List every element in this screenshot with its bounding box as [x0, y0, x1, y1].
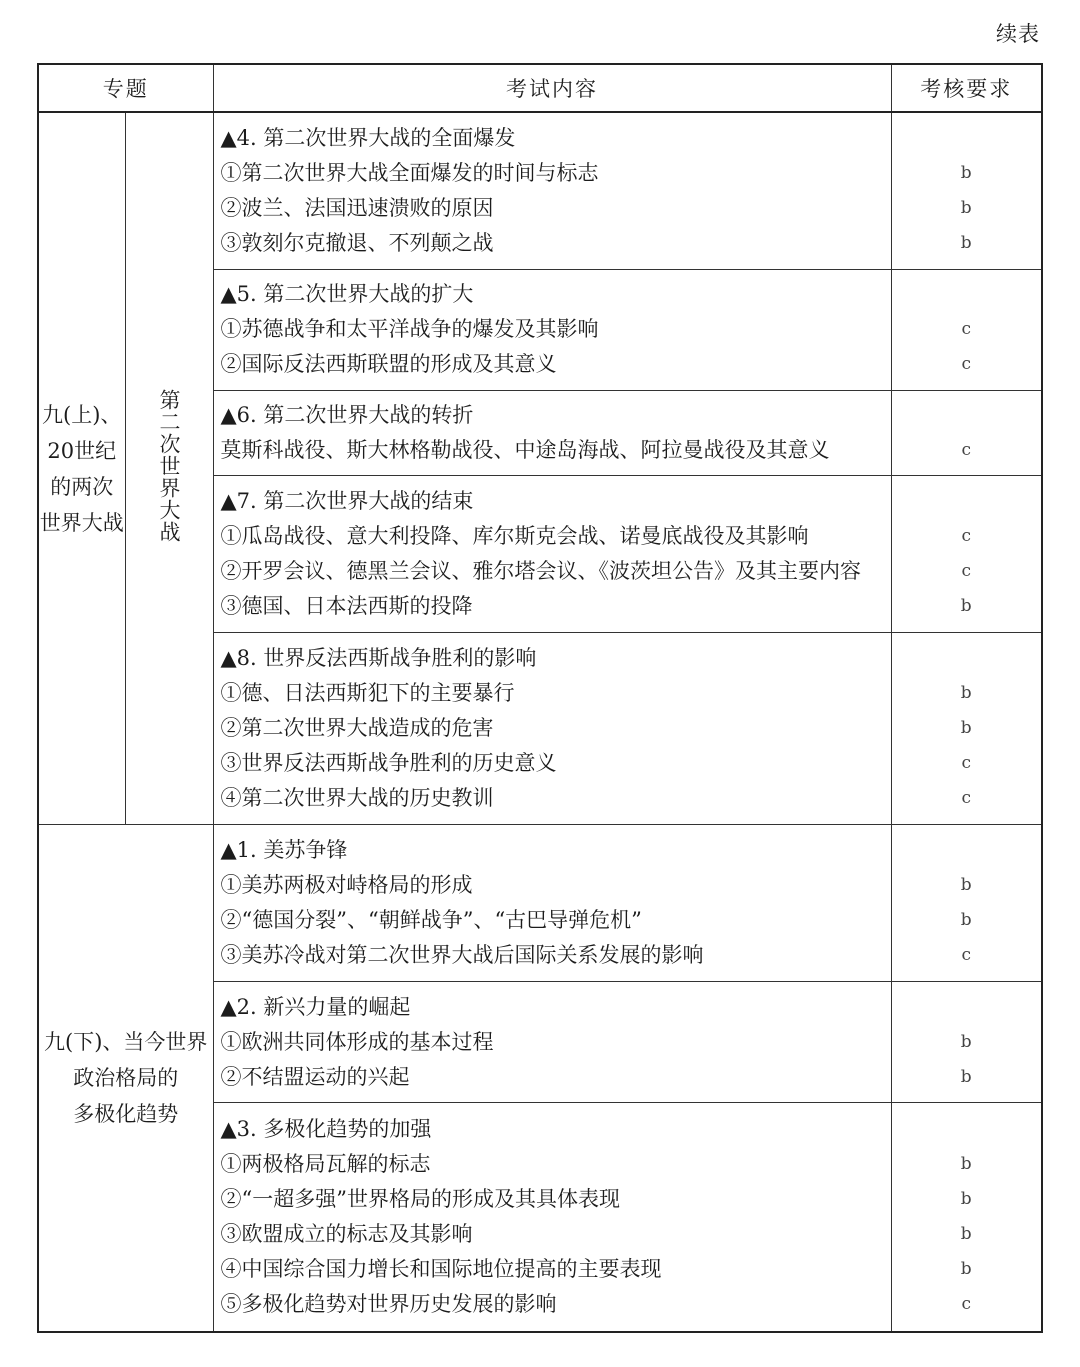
topic-line: 20世纪: [47, 438, 117, 463]
requirement-level: b: [960, 910, 972, 931]
content-cell: [213, 825, 891, 982]
subtopic-cell: [125, 112, 213, 825]
content-item: ③欧盟成立的标志及其影响: [220, 1222, 473, 1247]
content-item: ②开罗会议、德黑兰会议、雅尔塔会议、《波茨坦公告》及其主要内容: [220, 558, 861, 583]
content-item: ②“一超多强”世界格局的形成及其具体表现: [220, 1187, 620, 1212]
content-cell: [213, 1103, 891, 1332]
content-item: ②不结盟运动的兴起: [220, 1064, 410, 1089]
requirement-level: b: [960, 718, 972, 739]
content-item: ⑤多极化趋势对世界历史发展的影响: [220, 1292, 557, 1317]
requirement-spacer: [892, 1112, 1042, 1147]
requirement-level: c: [961, 439, 972, 460]
continued-label: 续表: [996, 22, 1040, 46]
section-title: ▲6. 第二次世界大战的转折: [220, 402, 474, 427]
content-item: ①德、日法西斯犯下的主要暴行: [220, 681, 515, 706]
section-title: ▲1. 美苏争锋: [220, 838, 348, 863]
content-item: ②第二次世界大战造成的危害: [220, 716, 494, 741]
requirement-level: c: [961, 788, 972, 809]
content-item: ④中国综合国力增长和国际地位提高的主要表现: [220, 1257, 662, 1282]
content-item: ③德国、日本法西斯的投降: [220, 593, 473, 618]
requirement-level: b: [960, 1066, 972, 1087]
requirement-spacer: [892, 990, 1042, 1025]
content-cell: [213, 632, 891, 825]
content-item: ②国际反法西斯联盟的形成及其意义: [220, 352, 557, 377]
topic-line: 多极化趋势: [73, 1102, 179, 1127]
requirement-cell: [891, 982, 1042, 1103]
section-title: ▲2. 新兴力量的崛起: [220, 994, 411, 1019]
content-item: ②“德国分裂”、“朝鲜战争”、“古巴导弹危机”: [220, 908, 642, 933]
content-item: ①苏德战争和太平洋战争的爆发及其影响: [220, 317, 599, 342]
requirement-level: c: [961, 525, 972, 546]
content-cell: [213, 982, 891, 1103]
section-row: [38, 112, 1042, 269]
section-title: ▲3. 多极化趋势的加强: [220, 1117, 432, 1142]
header-topic: 专题: [38, 64, 213, 112]
topic-cell: [38, 112, 125, 825]
requirement-level: c: [961, 1294, 972, 1315]
section-row: [38, 825, 1042, 982]
content-item: ①瓜岛战役、意大利投降、库尔斯克会战、诺曼底战役及其影响: [220, 523, 809, 548]
requirement-spacer: [892, 641, 1042, 676]
requirement-cell: [891, 112, 1042, 269]
requirement-cell: [891, 390, 1042, 475]
content-item: ③敦刻尔克撤退、不列颠之战: [220, 230, 494, 255]
section-title: ▲5. 第二次世界大战的扩大: [220, 282, 474, 307]
requirement-cell: [891, 1103, 1042, 1332]
topic-line: 世界大战: [39, 510, 124, 535]
table-header-row: [38, 64, 1042, 112]
content-item: ①两极格局瓦解的标志: [220, 1152, 431, 1177]
header-content: 考试内容: [213, 64, 891, 112]
requirement-spacer: [892, 398, 1042, 433]
topic-line: 九(下)、当今世界: [44, 1030, 208, 1055]
header-requirement: 考核要求: [891, 64, 1042, 112]
requirement-level: c: [961, 319, 972, 340]
requirement-level: b: [960, 1224, 972, 1245]
requirement-level: b: [960, 197, 972, 218]
requirement-level: b: [960, 875, 972, 896]
requirement-level: c: [961, 945, 972, 966]
requirement-level: c: [961, 560, 972, 581]
requirement-cell: [891, 825, 1042, 982]
requirement-spacer: [892, 484, 1042, 519]
content-item: ②波兰、法国迅速溃败的原因: [220, 195, 494, 220]
requirement-level: b: [960, 232, 972, 253]
content-cell: [213, 475, 891, 632]
topic-line: 政治格局的: [73, 1066, 179, 1091]
content-item: ①第二次世界大战全面爆发的时间与标志: [220, 160, 599, 185]
requirement-level: b: [960, 595, 972, 616]
subtopic-label: 第二次世界大战: [157, 389, 181, 544]
requirement-level: b: [960, 162, 972, 183]
requirement-level: b: [960, 1189, 972, 1210]
requirement-level: c: [961, 354, 972, 375]
section-title: ▲7. 第二次世界大战的结束: [220, 488, 474, 513]
exam-content-table: [37, 63, 1043, 1333]
content-item: ①欧洲共同体形成的基本过程: [220, 1029, 494, 1054]
content-item: ①美苏两极对峙格局的形成: [220, 873, 473, 898]
requirement-cell: [891, 632, 1042, 825]
content-item: ③美苏冷战对第二次世界大战后国际关系发展的影响: [220, 943, 704, 968]
content-item: 莫斯科战役、斯大林格勒战役、中途岛海战、阿拉曼战役及其意义: [220, 437, 830, 462]
topic-line: 九(上)、: [42, 402, 122, 427]
content-item: ③世界反法西斯战争胜利的历史意义: [220, 751, 557, 776]
requirement-level: c: [961, 753, 972, 774]
requirement-spacer: [892, 277, 1042, 312]
requirement-level: b: [960, 1154, 972, 1175]
requirement-level: b: [960, 683, 972, 704]
content-item: ④第二次世界大战的历史教训: [220, 786, 494, 811]
requirement-cell: [891, 269, 1042, 390]
requirement-level: b: [960, 1031, 972, 1052]
requirement-spacer: [892, 833, 1042, 868]
requirement-spacer: [892, 121, 1042, 156]
content-cell: [213, 269, 891, 390]
content-cell: [213, 390, 891, 475]
requirement-level: b: [960, 1259, 972, 1280]
content-cell: [213, 112, 891, 269]
requirement-cell: [891, 475, 1042, 632]
section-title: ▲8. 世界反法西斯战争胜利的影响: [220, 646, 537, 671]
section-title: ▲4. 第二次世界大战的全面爆发: [220, 125, 516, 150]
topic-cell: [38, 825, 213, 1332]
topic-line: 的两次: [50, 474, 114, 499]
